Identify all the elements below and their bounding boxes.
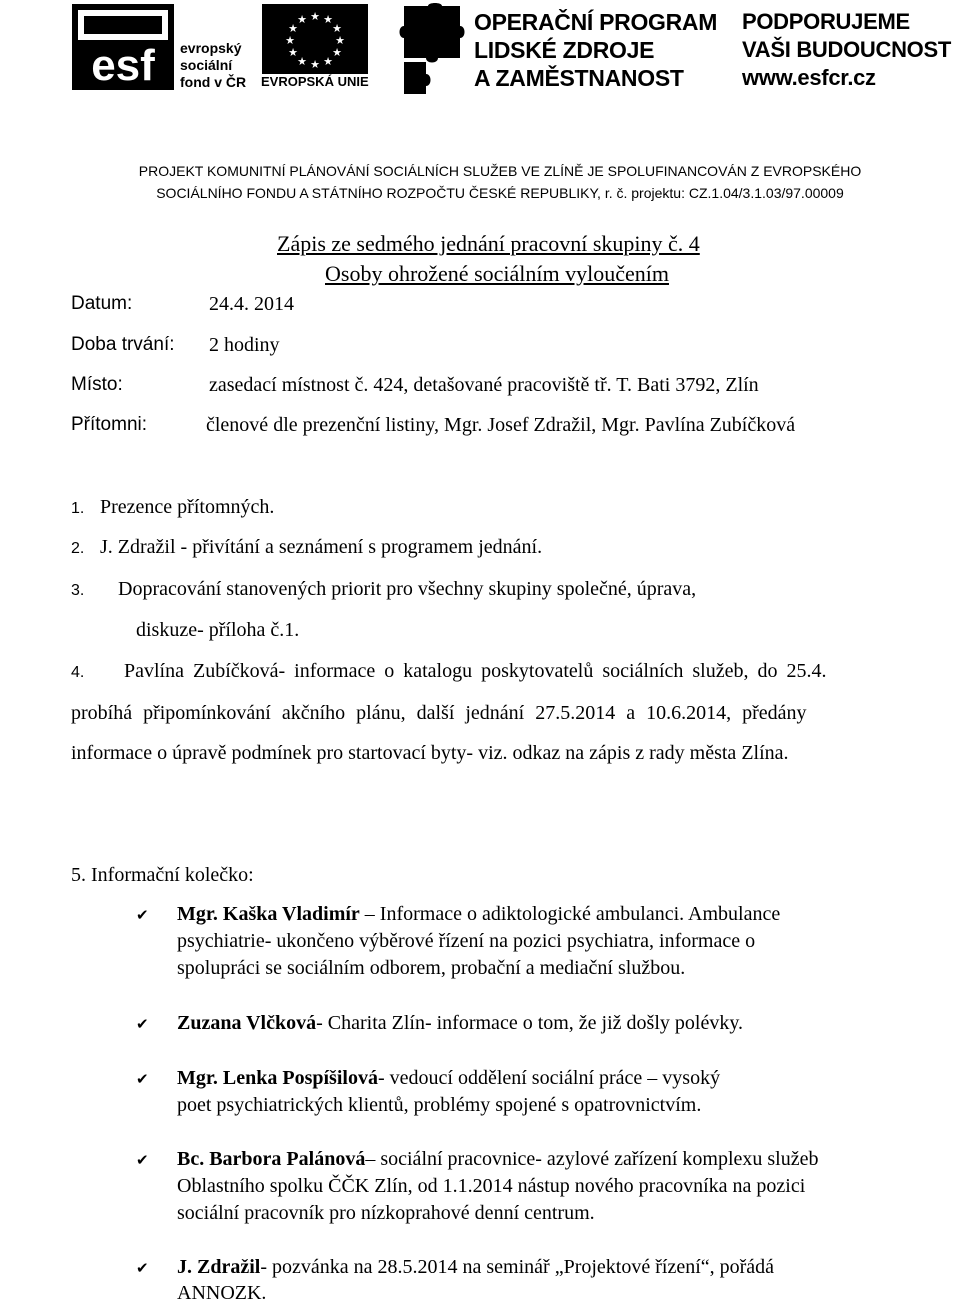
info-round-heading: 5. Informační kolečko: [71, 864, 254, 886]
project-statement [60, 160, 940, 204]
info-item-text: - pozvánka na 28.5.2014 na seminář „Projektové řízení“, pořádá [260, 1256, 775, 1278]
agenda-number: 2. [71, 540, 85, 557]
info-item-line [177, 1067, 720, 1090]
project-line: PROJEKT KOMUNITNÍ PLÁNOVÁNÍ SOCIÁLNÍCH SLUŽEB VE ZLÍNĚ JE SPOLUFINANCOVÁN Z EVROPSKÉHO [138, 163, 862, 179]
agenda-item-text: J. Zdražil - přivítání a seznámení s programem jednání. [100, 536, 543, 558]
eu-flag-logo [262, 4, 368, 74]
agenda-item-text-continued: diskuze- příloha č.1. [136, 619, 300, 641]
date-label: Datum: [71, 293, 133, 314]
check-icon: ✔ [136, 906, 149, 924]
check-icon: ✔ [136, 1151, 149, 1169]
agenda-number: 3. [71, 582, 85, 599]
info-item-text: Informace o adiktologické ambulanci. Ambulance [379, 903, 781, 925]
project-line: SOCIÁLNÍHO FONDU A STÁTNÍHO ROZPOČTU ČESKÉ REPUBLIKY, r. č. projektu: CZ.1.04/3.1.03/97.00009 [156, 185, 844, 201]
check-icon: ✔ [136, 1259, 149, 1277]
info-item-sep: – [359, 903, 380, 925]
check-icon: ✔ [136, 1015, 149, 1033]
info-item-text: poet psychiatrických klientů, problémy spojené s opatrovnictvím. [177, 1094, 702, 1116]
agenda-item-text-continued: probíhá připomínkování akčního plánu, další jednání 27.5.2014 a 10.6.2014, předány [71, 702, 807, 724]
svg-text:★: ★ [323, 55, 333, 68]
agenda-item-text: Pavlína Zubíčková- informace o katalogu poskytovatelů sociálních služeb, do 25.4. [124, 660, 827, 682]
info-item-line [177, 1012, 743, 1035]
svg-text:★: ★ [310, 10, 320, 23]
duration-value: 2 hodiny [209, 334, 280, 356]
info-item-text: – sociální pracovnice- azylové zařízení komplexu služeb [365, 1148, 819, 1170]
agenda-item-text: Dopracování stanovených priorit pro všechny skupiny společné, úprava, [118, 578, 697, 600]
svg-text:★: ★ [335, 34, 345, 47]
document-title: Zápis ze sedmého jednání pracovní skupiny č. 4 [277, 231, 700, 256]
eu-caption: EVROPSKÁ UNIE [261, 74, 369, 89]
present-value: členové dle prezenční listiny, Mgr. Josef Zdražil, Mgr. Pavlína Zubíčková [206, 414, 796, 436]
program-line: LIDSKÉ ZDROJE [474, 37, 655, 63]
info-item-text: spolupráci se sociálním odborem, probační a mediační službou. [177, 957, 686, 979]
program-line: A ZAMĚSTNANOST [474, 65, 684, 91]
svg-text:★: ★ [297, 13, 307, 26]
info-item-name: Mgr. Kaška Vladimír [177, 903, 360, 925]
document-subtitle: Osoby ohrožené sociálním vyloučením [325, 261, 669, 286]
support-line: VAŠI BUDOUCNOST [742, 37, 951, 62]
agenda-number: 4. [71, 664, 85, 681]
agenda-item-text: Prezence přítomných. [100, 496, 275, 518]
agenda-number: 1. [71, 500, 85, 517]
info-item-text: sociální pracovník pro nízkoprahové denní centrum. [177, 1202, 595, 1224]
esf-caption-line: fond v ČR [180, 74, 247, 90]
info-item-text: psychiatrie- ukončeno výběrové řízení na pozici psychiatra, informace o [177, 930, 756, 952]
present-label: Přítomni: [71, 414, 148, 435]
support-line: PODPORUJEME [742, 9, 910, 34]
svg-text:★: ★ [288, 46, 298, 59]
info-item-name: J. Zdražil [177, 1256, 261, 1278]
esf-logo-text: esf [91, 41, 155, 90]
svg-text:★: ★ [310, 58, 320, 71]
info-item-name: Bc. Barbora Palánová [177, 1148, 366, 1170]
esf-caption-line: evropský [180, 40, 242, 56]
check-icon: ✔ [136, 1070, 149, 1088]
svg-text:★: ★ [285, 34, 295, 47]
svg-text:★: ★ [297, 55, 307, 68]
info-item-line [177, 903, 780, 926]
place-label: Místo: [71, 374, 123, 395]
info-item-name: Mgr. Lenka Pospíšilová [177, 1067, 378, 1089]
puzzle-logo [398, 2, 468, 94]
esf-caption [180, 40, 246, 91]
agenda-item-text-continued: informace o úpravě podmínek pro startovací byty- viz. odkaz na zápis z rady města Zlína. [71, 742, 789, 764]
svg-text:★: ★ [323, 13, 333, 26]
program-line: OPERAČNÍ PROGRAM [474, 9, 718, 35]
svg-text:★: ★ [332, 22, 342, 35]
info-item-text: ANNOZK. [177, 1282, 267, 1304]
info-item-text: - Charita Zlín- informace o tom, že již došly polévky. [316, 1012, 744, 1034]
info-item-text: - vedoucí oddělení sociální práce – vysoký [377, 1067, 721, 1089]
duration-label: Doba trvání: [71, 334, 175, 355]
support-url: www.esfcr.cz [742, 65, 876, 90]
esf-logo [72, 4, 174, 90]
info-item-line [177, 1148, 819, 1171]
svg-text:★: ★ [288, 22, 298, 35]
program-name [474, 8, 717, 92]
svg-text:★: ★ [332, 46, 342, 59]
date-value: 24.4. 2014 [209, 293, 294, 315]
esf-caption-line: sociální [180, 57, 233, 73]
support-slogan [742, 8, 951, 92]
info-item-line [177, 1256, 774, 1279]
info-item-text: Oblastního spolku ČČK Zlín, od 1.1.2014 nástup nového pracovníka na pozici [177, 1175, 806, 1197]
info-item-name: Zuzana Vlčková [177, 1012, 317, 1034]
place-value: zasedací místnost č. 424, detašované pracoviště tř. T. Bati 3792, Zlín [209, 374, 759, 396]
